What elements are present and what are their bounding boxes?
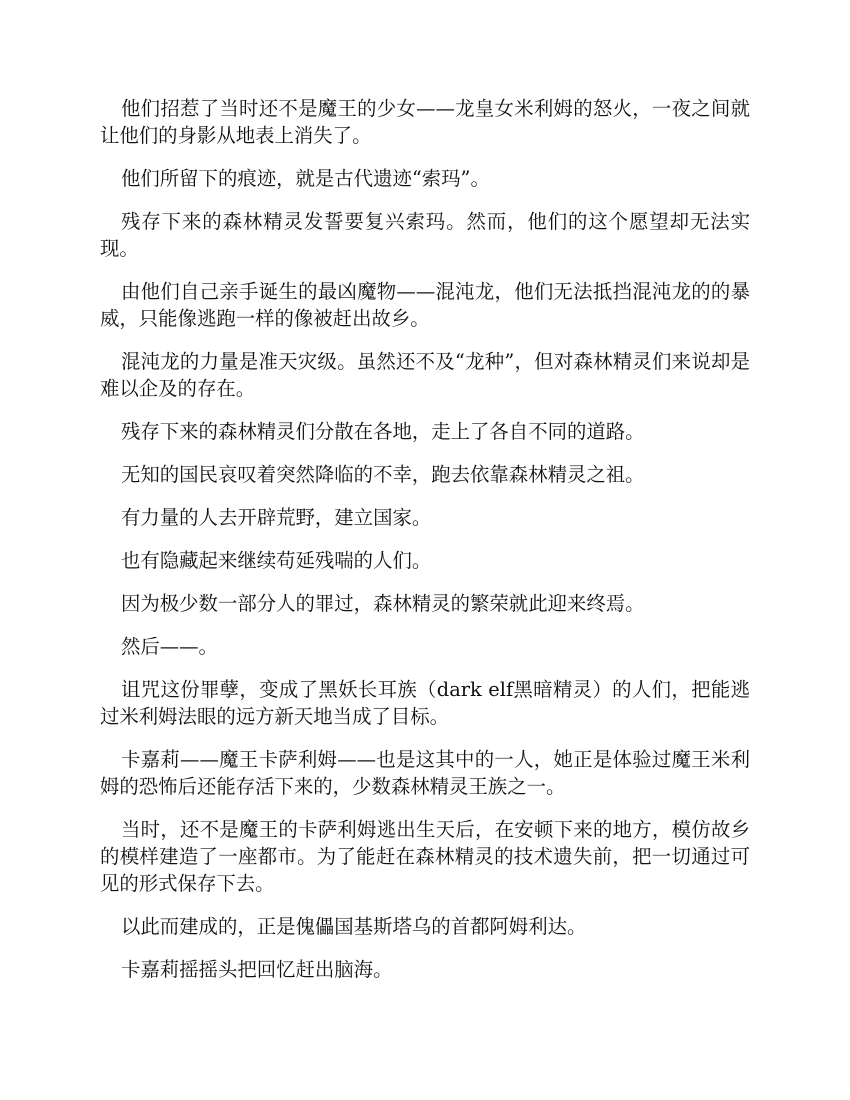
paragraph-14: 当时，还不是魔王的卡萨利姆逃出生天后，在安顿下来的地方，模仿故乡的模样建造了一座都市。为了能赶在森林精灵的技术遗失前，把一切通过可见的形式保存下去。 bbox=[100, 818, 750, 895]
paragraph-6: 残存下来的森林精灵们分散在各地，走上了各自不同的道路。 bbox=[121, 420, 645, 443]
paragraph-11: 然后——。 bbox=[121, 635, 218, 658]
paragraph-5: 混沌龙的力量是准天灾级。虽然还不及“龙种”，但对森林精灵们来说却是难以企及的存在。 bbox=[100, 350, 750, 400]
paragraph-13: 卡嘉莉——魔王卡萨利姆——也是这其中的一人，她正是体验过魔王米利姆的恐怖后还能存活下来的，少数森林精灵王族之一。 bbox=[100, 748, 750, 798]
paragraph-15: 以此而建成的，正是傀儡国基斯塔乌的首都阿姆利达。 bbox=[121, 915, 587, 938]
paragraph-7: 无知的国民哀叹着突然降临的不幸，跑去依靠森林精灵之祖。 bbox=[121, 463, 645, 486]
paragraph-9: 也有隐藏起来继续苟延残喘的人们。 bbox=[121, 549, 432, 572]
paragraph-4: 由他们自己亲手诞生的最凶魔物——混沌龙，他们无法抵挡混沌龙的的暴威，只能像逃跑一样的像被赶出故乡。 bbox=[100, 280, 750, 330]
paragraph-8: 有力量的人去开辟荒野，建立国家。 bbox=[121, 506, 432, 529]
text-body bbox=[100, 95, 750, 999]
paragraph-2: 他们所留下的痕迹，就是古代遗迹“索玛”。 bbox=[121, 167, 490, 190]
paragraph-1: 他们招惹了当时还不是魔王的少女——龙皇女米利姆的怒火，一夜之间就让他们的身影从地表上消失了。 bbox=[100, 97, 750, 147]
paragraph-12: 诅咒这份罪孽，变成了黑妖长耳族（dark elf黑暗精灵）的人们，把能逃过米利姆法眼的远方新天地当成了目标。 bbox=[100, 678, 750, 728]
paragraph-10: 因为极少数一部分人的罪过，森林精灵的繁荣就此迎来终焉。 bbox=[121, 592, 645, 615]
paragraph-3: 残存下来的森林精灵发誓要复兴索玛。然而，他们的这个愿望却无法实现。 bbox=[100, 210, 750, 260]
paragraph-16: 卡嘉莉摇摇头把回忆赶出脑海。 bbox=[121, 958, 393, 981]
